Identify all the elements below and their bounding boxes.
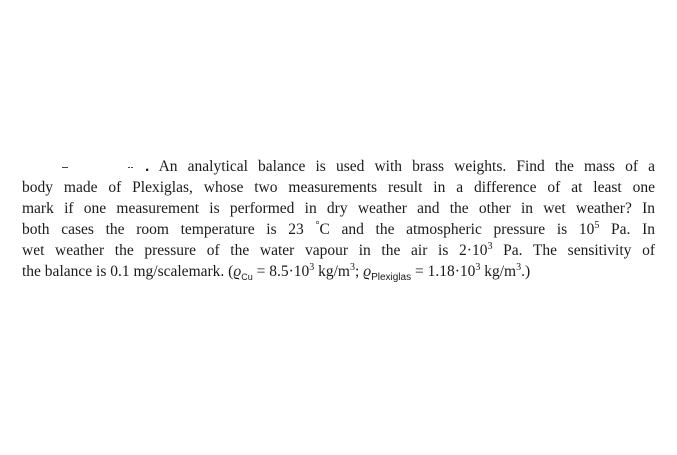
text-segment: kg/m [480,263,517,280]
problem-line-2: body made of Plexiglas, whose two measurements result in a difference of at least one [22,179,655,196]
problem-line-5 [22,240,655,261]
exponent: 3 [487,240,493,252]
dot-mark [128,167,130,168]
problem-line-1 [22,156,655,177]
rho-subscript-cu: Cu [241,272,253,283]
text-segment: .) [521,263,531,280]
exponent: 3 [475,261,481,273]
problem-line-4 [22,219,655,240]
text-segment: wet weather the pressure of the water vapour in the air is 2·10 [22,242,488,259]
problem-intro: An analytical balance is used with brass weights. Find the mass of a [158,158,656,175]
text-segment: ; [355,263,364,280]
exponent: 3 [350,261,355,273]
exponent: 5 [594,219,600,231]
bullet: . [145,158,150,175]
rho-subscript-plexiglas: Plexiglas [371,272,412,284]
problem-line-6 [22,261,655,282]
text-segment: = 8.5·10 [252,263,310,280]
text-segment: kg/m [314,263,350,280]
dash-mark [62,167,68,168]
dot-mark [131,167,133,168]
problem-line-3: mark if one measurement is performed in dry weather and the other in wet weather? In [22,200,655,217]
text-segment: Pa. In [599,221,656,238]
exponent: 3 [516,261,522,273]
rho-symbol: ϱ [233,263,242,280]
rho-symbol: ϱ [363,263,372,280]
text-segment: Pa. The sensitivity of [492,242,655,259]
problem-text [22,156,655,282]
exponent: 3 [309,261,315,273]
text-segment: the balance is 0.1 mg/scalemark. ( [22,263,234,280]
text-segment: C and the atmospheric pressure is 10 [319,221,595,238]
text-segment: = 1.18·10 [411,263,476,280]
text-segment: both cases the room temperature is 23 [22,221,316,238]
degree-sign: ° [315,219,320,231]
